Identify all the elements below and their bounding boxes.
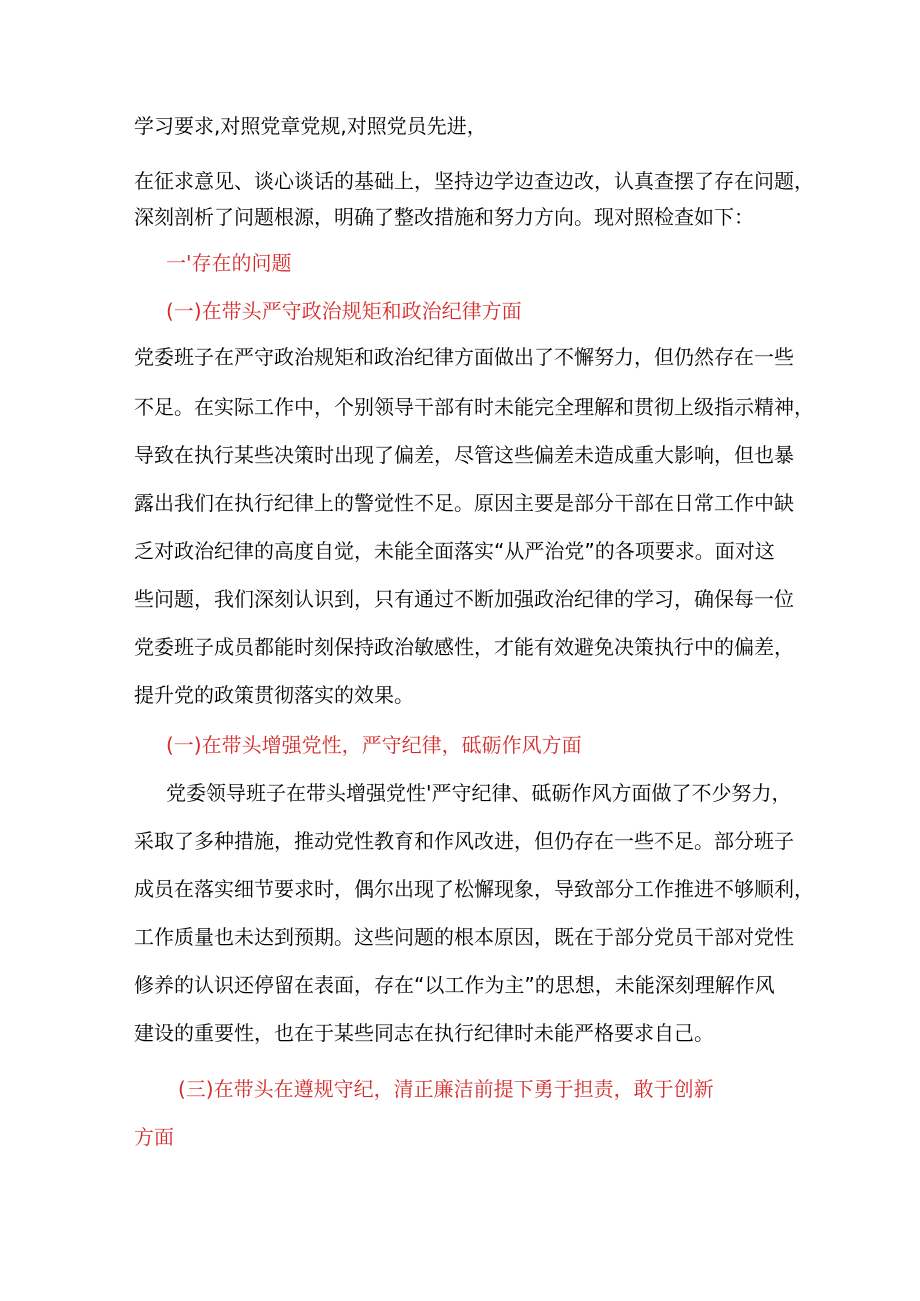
subsection-2-title: (一)在带头增强党性，严守纪律，砥砺作风方面 [166,733,582,757]
paragraph-line: 成员在落实细节要求时，偶尔出现了松懈现象，导致部分工作推进不够顺利， [134,877,814,901]
subsection-1-title: (一)在带头严守政治规矩和政治纪律方面 [166,299,522,323]
paragraph-line: 修养的认识还停留在表面，存在“以工作为主”的思想，未能深刻理解作风 [134,973,775,997]
subsection-3-title-line-1: (三)在带头在遵规守纪，清正廉洁前提下勇于担责，敢于创新 [178,1077,714,1101]
paragraph-line: 采取了多种措施，推动党性教育和作风改进，但仍存在一些不足。部分班子 [134,829,794,853]
section-title: 一'存在的问题 [166,251,292,275]
paragraph-line: 党委班子在严守政治规矩和政治纪律方面做出了不懈努力，但仍然存在一些 [134,345,794,369]
intro-paragraph-line-2: 深刻剖析了问题根源，明确了整改措施和努力方向。现对照检查如下： [134,205,754,229]
paragraph-line: 露出我们在执行纪律上的警觉性不足。原因主要是部分干部在日常工作中缺 [134,491,794,515]
intro-line: 学习要求,对照党章党规,对照党员先进， [134,114,487,138]
paragraph-line: 乏对政治纪律的高度自觉，未能全面落实“从严治党”的各项要求。面对这 [134,539,775,563]
paragraph-line: 建设的重要性，也在于某些同志在执行纪律时未能严格要求自己。 [134,1021,714,1045]
subsection-3-title-line-2: 方面 [134,1125,174,1149]
paragraph-line: 些问题，我们深刻认识到，只有通过不断加强政治纪律的学习，确保每一位 [134,587,794,611]
paragraph-line: 工作质量也未达到预期。这些问题的根本原因，既在于部分党员干部对党性 [134,925,794,949]
paragraph-line: 党委领导班子在带头增强党性'严守纪律、砥砺作风方面做了不少努力， [166,781,792,805]
paragraph-line: 党委班子成员都能时刻保持政治敏感性，才能有效避免决策执行中的偏差， [134,635,794,659]
paragraph-line: 提升党的政策贯彻落实的效果。 [134,683,414,707]
intro-paragraph-line-1: 在征求意见、谈心谈话的基础上，坚持边学边查边改，认真查摆了存在问题， [134,169,814,193]
paragraph-line: 导致在执行某些决策时出现了偏差，尽管这些偏差未造成重大影响，但也暴 [134,443,794,467]
paragraph-line: 不足。在实际工作中，个别领导干部有时未能完全理解和贯彻上级指示精神， [134,395,814,419]
